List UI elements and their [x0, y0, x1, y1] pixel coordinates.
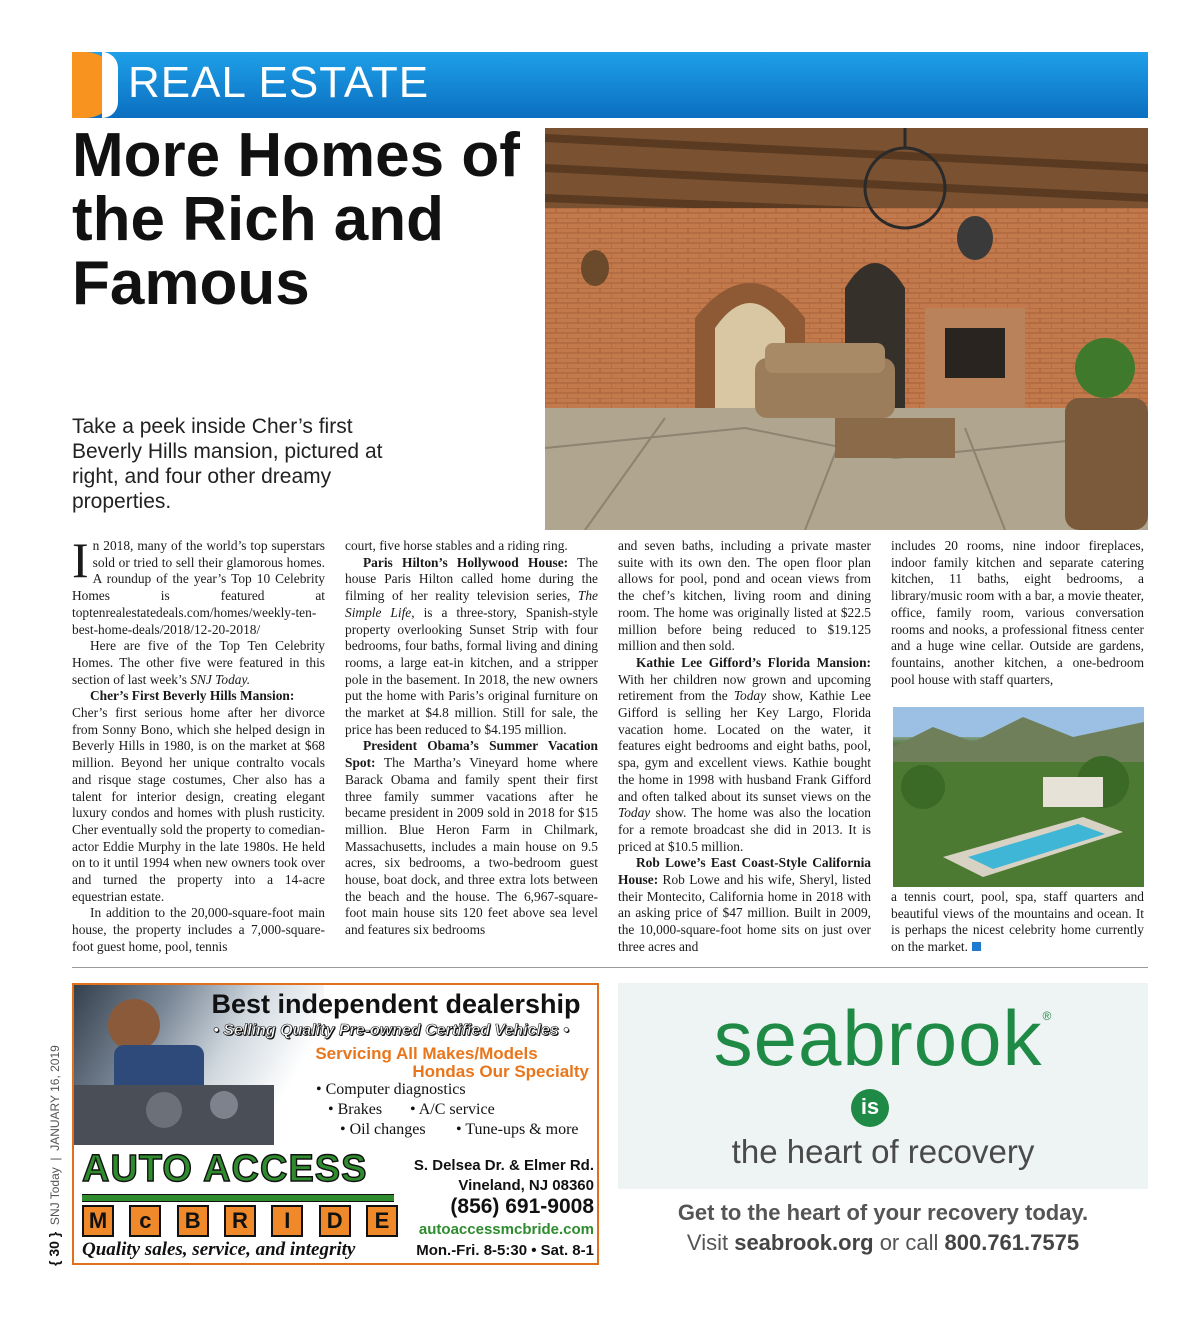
logo-letter: I [271, 1205, 303, 1237]
show-title: Today [733, 688, 767, 704]
subhead-obama: President Obama’s Summer Vacation Spot: [345, 738, 598, 771]
paragraph-text: The house Paris Hilton called home during the filming of her reality television series, [345, 554, 598, 604]
page-number: { 30 } [46, 1231, 62, 1266]
service-label: Tune-ups & more [465, 1121, 579, 1138]
show-title: The Simple Life [345, 588, 598, 620]
seabrook-website-link[interactable]: seabrook.org [734, 1230, 874, 1255]
logo-letter: B [177, 1205, 209, 1237]
mcbride-logo [82, 1205, 398, 1239]
paragraph-text: a tennis court, pool, spa, staff quarters and beautiful views of the mountains and ocean. It is perhaps the nicest celebrity home currently on the market. [891, 889, 1144, 955]
ad-tagline: Quality sales, service, and integrity [82, 1239, 356, 1260]
section-banner [72, 52, 1148, 118]
lede-text: n 2018, many of the world’s top superstars sold or tried to sell their glamorous homes. A roundup of the year’s Top 10 Celebrity Homes is featured at toptenrealestatedeals.com/homes/weekly-ten-best-home-deals/2018/12-20-2018/ [72, 538, 325, 637]
hero-photo-cher-mansion [545, 128, 1148, 530]
logo-letter: c [129, 1205, 161, 1237]
paragraph [891, 889, 1144, 956]
article-column-4-continued [891, 889, 1144, 956]
ad-address-1: S. Delsea Dr. & Elmer Rd. [413, 1157, 594, 1174]
ad-brand-logo: AUTO ACCESS [82, 1148, 368, 1190]
living-room-illustration [545, 128, 1148, 530]
banner-tab-inner [102, 52, 118, 118]
subhead-gifford: Kathie Lee Gifford’s Florida Mansion: [636, 654, 871, 670]
paragraph-text: , is a three-story, Spanish-style property overlooking Sunset Strip with four bedrooms, four baths, formal living and dining rooms, a large eat-in kitchen, and a stripper pole in the basement. In 2018, the new owners put the home with Paris’s original furniture on the market at $4.8 million. Still for sale, the price has been reduced to $4.195 million. [345, 604, 598, 737]
paragraph-text: The Martha’s Vineyard home where Barack Obama and family spent their first three family summer vacations after he became president in 2009 sold in 2018 for $15 million. Blue Heron Farm in Chilmark, Massachusetts, includes a main house on 9.5 acres, six bedrooms, a two-bedroom guest house, boat dock, and three extra lots between the beach and the house. The 6,967-square-foot main house sits 120 feet above sea level and features six bedrooms [345, 755, 598, 938]
ad-auto-access[interactable] [72, 983, 599, 1265]
show-title: Today [618, 805, 651, 821]
logo-bar [82, 1194, 394, 1202]
article-column-3 [618, 538, 871, 956]
ad-specialty [224, 1045, 594, 1081]
service-label: A/C service [418, 1101, 495, 1118]
service-label: Oil changes [349, 1121, 426, 1138]
registered-mark: ® [1042, 1009, 1053, 1023]
paragraph: court, five horse stables and a riding ring. [345, 538, 568, 553]
drop-cap: I [72, 532, 89, 588]
service-item: • Brakes [328, 1101, 383, 1118]
paragraph-text: With her children now grown and upcoming retirement from the [618, 671, 871, 704]
paragraph: In addition to the 20,000-square-foot main house, the property includes a 7,000-square-foot guest home, pool, tennis [72, 905, 325, 954]
ad-cta-headline: Get to the heart of your recovery today. [677, 1200, 1089, 1225]
publication-name: SNJ Today [48, 1167, 62, 1226]
service-item: • Tune-ups & more [456, 1121, 579, 1138]
logo-letter: R [224, 1205, 256, 1237]
seabrook-logo [618, 993, 1148, 1084]
paragraph [345, 555, 598, 739]
service-label: Brakes [337, 1101, 383, 1118]
paragraph: and seven baths, including a private master suite with its own den. The open floor plan allows for pool, pond and ocean views from the chef’s kitchen, living room and dining room. The home was originally listed at $22.5 million before being reduced to $19.125 million and then sold. [618, 538, 871, 654]
logo-wordmark: seabrook [713, 994, 1043, 1082]
ad-slogan: the heart of recovery [731, 1133, 1035, 1170]
paragraph [345, 738, 598, 938]
end-mark-icon [972, 942, 981, 951]
article-column-1 [72, 532, 325, 956]
paragraph-text: Here are five of the Top Ten Celebrity Homes. The other five were featured in this section of last week’s [72, 638, 325, 687]
page-number-value: 30 [46, 1241, 62, 1257]
paragraph [618, 655, 871, 855]
seabrook-phone[interactable]: 800.761.7575 [944, 1230, 1080, 1255]
ad-address-2: Vineland, NJ 08360 [458, 1177, 594, 1194]
divider [72, 967, 1148, 968]
ad-website-link[interactable]: autoaccessmcbride.com [418, 1221, 594, 1238]
cta-text: Visit [686, 1230, 735, 1255]
ad-hours: Mon.-Fri. 8-5:30 • Sat. 8-1 [416, 1242, 594, 1259]
is-badge: is [851, 1089, 889, 1127]
paragraph: Cher’s first serious home after her divorce from Sonny Bono, which she helped design in Beverly Hills in 1980, is on the market at $68 million. Beyond her unique contralto vocals and risque stage costumes, Cher also has a talent for interior design, creating elegant luxury condos and homes with plush rusticity. Cher eventually sold the property to comedian-actor Eddie Murphy in the late 1980s. He held on to it until 1994 when new owners took over and turned the property into a 14-acre equestrian estate. [72, 705, 325, 904]
ad-phone[interactable]: (856) 691-9008 [450, 1195, 594, 1218]
page-folio: { 30 } SNJ Today | JANUARY 16, 2019 [46, 1045, 62, 1266]
service-label: Computer diagnostics [325, 1081, 466, 1098]
publication-name: SNJ Today. [190, 671, 251, 687]
dek: Take a peek inside Cher’s first Beverly Hills mansion, pictured at right, and four other dreamy properties. [72, 415, 383, 513]
paragraph-text: Rob Lowe and his wife, Sheryl, listed their Montecito, California home in 2018 with an asking price of $47 million. Built in 2009, the 10,000-square-foot home sits on just over three acres and [618, 872, 871, 954]
paragraph: includes 20 rooms, nine indoor fireplaces, indoor family kitchen and separate catering kitchen, 11 baths, eight bedrooms, a library/music room with a bar, a movie theater, office, family room, various conversation rooms and nooks, a professional fitness center and a huge wine cellar. Outside are gardens, fountains, another kitchen, a one-bedroom pool house with staff quarters, [891, 538, 1144, 687]
ad-seabrook[interactable] [618, 983, 1148, 1189]
paragraph-text: show. The home was also the location for a remote broadcast she did in 2013. It is priced at $10.5 million. [618, 805, 871, 854]
logo-letter: M [82, 1205, 114, 1237]
paragraph [72, 688, 325, 705]
headline: More Homes of the Rich and Famous [72, 121, 520, 318]
service-item: • Oil changes [340, 1121, 426, 1138]
issue-date: JANUARY 16, 2019 [48, 1045, 62, 1151]
service-item: • Computer diagnostics [316, 1081, 466, 1098]
paragraph-text: show, Kathie Lee Gifford is selling her Key Largo, Florida vacation home. Located on the water, it features eight bedrooms and eight baths, pool, spa, gym and excellent views. Kathie bought the home in 1998 with husband Frank Gifford and often talked about its sunset views on the [618, 688, 871, 804]
paragraph [618, 855, 871, 955]
article-column-4 [891, 538, 1144, 688]
service-item: • A/C service [410, 1101, 495, 1118]
logo-letter: D [319, 1205, 351, 1237]
paragraph [72, 638, 325, 688]
ad-title: Best independent dealership [211, 989, 581, 1019]
subhead-paris: Paris Hilton’s Hollywood House: [363, 554, 569, 570]
ad-subtitle: • Selling Quality Pre-owned Certified Vehicles • [213, 1022, 569, 1039]
article-lede [72, 532, 325, 638]
ad-cta-contact [618, 1230, 1148, 1256]
section-label: REAL ESTATE [128, 58, 430, 107]
cta-text: or call [873, 1230, 945, 1255]
photo-lowe-estate [893, 707, 1144, 887]
logo-letter: E [366, 1205, 398, 1237]
subhead-cher: Cher’s First Beverly Hills Mansion: [90, 688, 295, 704]
subhead-lowe: Rob Lowe’s East Coast-Style California House: [618, 855, 871, 888]
ad-line-2: Hondas Our Specialty [412, 1062, 589, 1081]
ad-line-1: Servicing All Makes/Models [315, 1044, 538, 1063]
article-column-2 [345, 538, 598, 939]
estate-pool-illustration [893, 707, 1144, 887]
